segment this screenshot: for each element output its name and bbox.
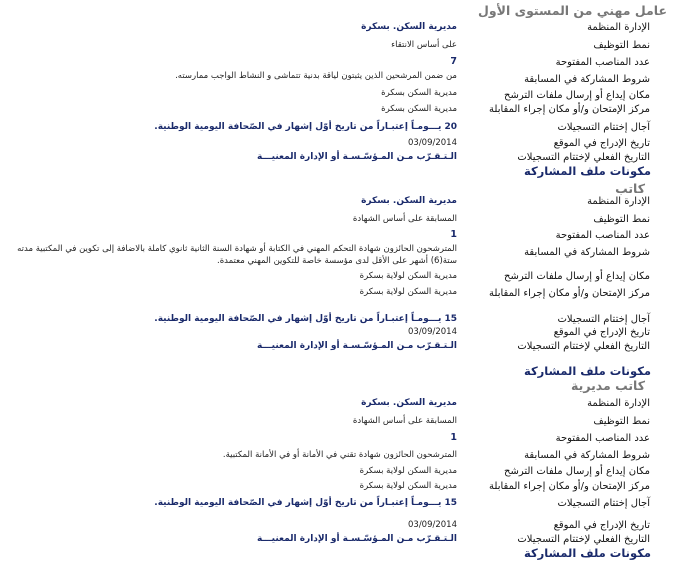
section-3-closing: الـتـقـرّب مـن المـؤسّـسـة أو الإدارة المعنيـــة (256, 534, 457, 544)
label-deposit: مكان إيداع أو إرسال ملفات الترشح (503, 466, 650, 477)
label-org: الإدارة المنظمة (587, 398, 650, 409)
label-post-date: تاريخ الإدراج في الموقع (553, 520, 650, 531)
section-2-mode: المسابقة على أساس الشهادة (352, 214, 457, 224)
label-conditions: شروط المشاركة في المسابقة (524, 74, 650, 85)
label-conditions: شروط المشاركة في المسابقة (524, 450, 650, 461)
section-1-title: عامل مهني من المستوى الأول (478, 3, 667, 18)
label-posts: عدد المناصب المفتوحة (555, 230, 650, 241)
label-center: مركز الإمتحان و/أو مكان إجراء المقابلة (489, 104, 650, 115)
label-center: مركز الإمتحان و/أو مكان إجراء المقابلة (489, 288, 650, 299)
label-org: الإدارة المنظمة (587, 196, 650, 207)
section-1-posts: 7 (450, 56, 457, 67)
section-3-conditions: المترشحون الحائزون شهادة تقني في الأمانة أو في الأمانة المكتبية. (222, 450, 457, 460)
label-closing: التاريخ الفعلي لإختتام التسجيلات (517, 534, 650, 545)
label-post-date: تاريخ الإدراج في الموقع (553, 327, 650, 338)
section-1-deadline: 20 يـــومـاً إعتبـاراً من تاريخ أوّل إشهار في الصّحافة اليومية الوطنية. (154, 122, 457, 132)
section-3-deposit: مديرية السكن لولاية بسكرة (359, 466, 457, 476)
label-post-date: تاريخ الإدراج في الموقع (553, 138, 650, 149)
label-org: الإدارة المنظمة (587, 22, 650, 33)
label-closing: التاريخ الفعلي لإختتام التسجيلات (517, 341, 650, 352)
label-center: مركز الإمتحان و/أو مكان إجراء المقابلة (489, 481, 650, 492)
label-posts: عدد المناصب المفتوحة (555, 433, 650, 444)
section-2-deposit: مديرية السكن لولاية بسكرة (359, 271, 457, 281)
label-mode: نمط التوظيف (593, 40, 650, 51)
section-1-post-date: 03/09/2014 (408, 138, 457, 148)
label-mode: نمط التوظيف (593, 416, 650, 427)
section-3-post-date: 03/09/2014 (408, 520, 457, 530)
section-1-deposit: مديرية السكن بسكرة (381, 88, 457, 98)
section-2-org: مديرية السكن. بسكرة (361, 196, 457, 206)
section-1-components: مكونات ملف المشاركة (524, 164, 651, 178)
section-3-title: كاتب مديرية (571, 378, 645, 393)
section-3-mode: المسابقة على أساس الشهادة (352, 416, 457, 426)
section-3-org: مديرية السكن. بسكرة (361, 398, 457, 408)
section-1-mode: على أساس الانتقاء (391, 40, 457, 50)
section-2-conditions: المترشحون الحائزون شهادة التحكم المهني في الكتابة أو شهادة السنة الثانية ثانوي كاملة بالاضافة إلى تكوين في المكتبية مدته ستة(6) أشهر على الأقل لدى مؤسسة خاصة للتكوين المهني معتمدة. (17, 244, 457, 266)
section-2-title: كاتب (615, 181, 645, 196)
section-2-post-date: 03/09/2014 (408, 327, 457, 337)
section-3-deadline: 15 يـــومـاً إعتبـاراً من تاريخ أوّل إشهار في الصّحافة اليومية الوطنية. (154, 498, 457, 508)
section-3-components: مكونات ملف المشاركة (524, 546, 651, 560)
label-posts: عدد المناصب المفتوحة (555, 57, 650, 68)
label-conditions: شروط المشاركة في المسابقة (524, 247, 650, 258)
label-deposit: مكان إيداع أو إرسال ملفات الترشح (503, 271, 650, 282)
section-3-posts: 1 (450, 432, 457, 443)
section-2-deadline: 15 يـــومـاً إعتبـاراً من تاريخ أوّل إشهار في الصّحافة اليومية الوطنية. (154, 314, 457, 324)
label-deposit: مكان إيداع أو إرسال ملفات الترشح (503, 90, 650, 101)
section-1-center: مديرية السكن بسكرة (381, 104, 457, 114)
section-2-posts: 1 (450, 229, 457, 240)
label-closing: التاريخ الفعلي لإختتام التسجيلات (517, 152, 650, 163)
section-1-closing: الـتـقـرّب مـن المـؤسّـسـة أو الإدارة المعنيـــة (256, 152, 457, 162)
label-deadline: آجال إختتام التسجيلات (557, 122, 650, 133)
section-2-center: مديرية السكن لولاية بسكرة (359, 287, 457, 297)
section-2-closing: الـتـقـرّب مـن المـؤسّـسـة أو الإدارة المعنيـــة (256, 341, 457, 351)
label-deadline: آجال إختتام التسجيلات (557, 314, 650, 325)
section-2-components: مكونات ملف المشاركة (524, 364, 651, 378)
label-mode: نمط التوظيف (593, 214, 650, 225)
label-deadline: آجال إختتام التسجيلات (557, 498, 650, 509)
section-3-center: مديرية السكن لولاية بسكرة (359, 481, 457, 491)
section-1-org: مديرية السكن. بسكرة (361, 22, 457, 32)
section-1-conditions: من ضمن المرشحين الذين يثبتون لياقة بدنية تتماشى و النشاط الواجب ممارسته. (175, 71, 457, 81)
